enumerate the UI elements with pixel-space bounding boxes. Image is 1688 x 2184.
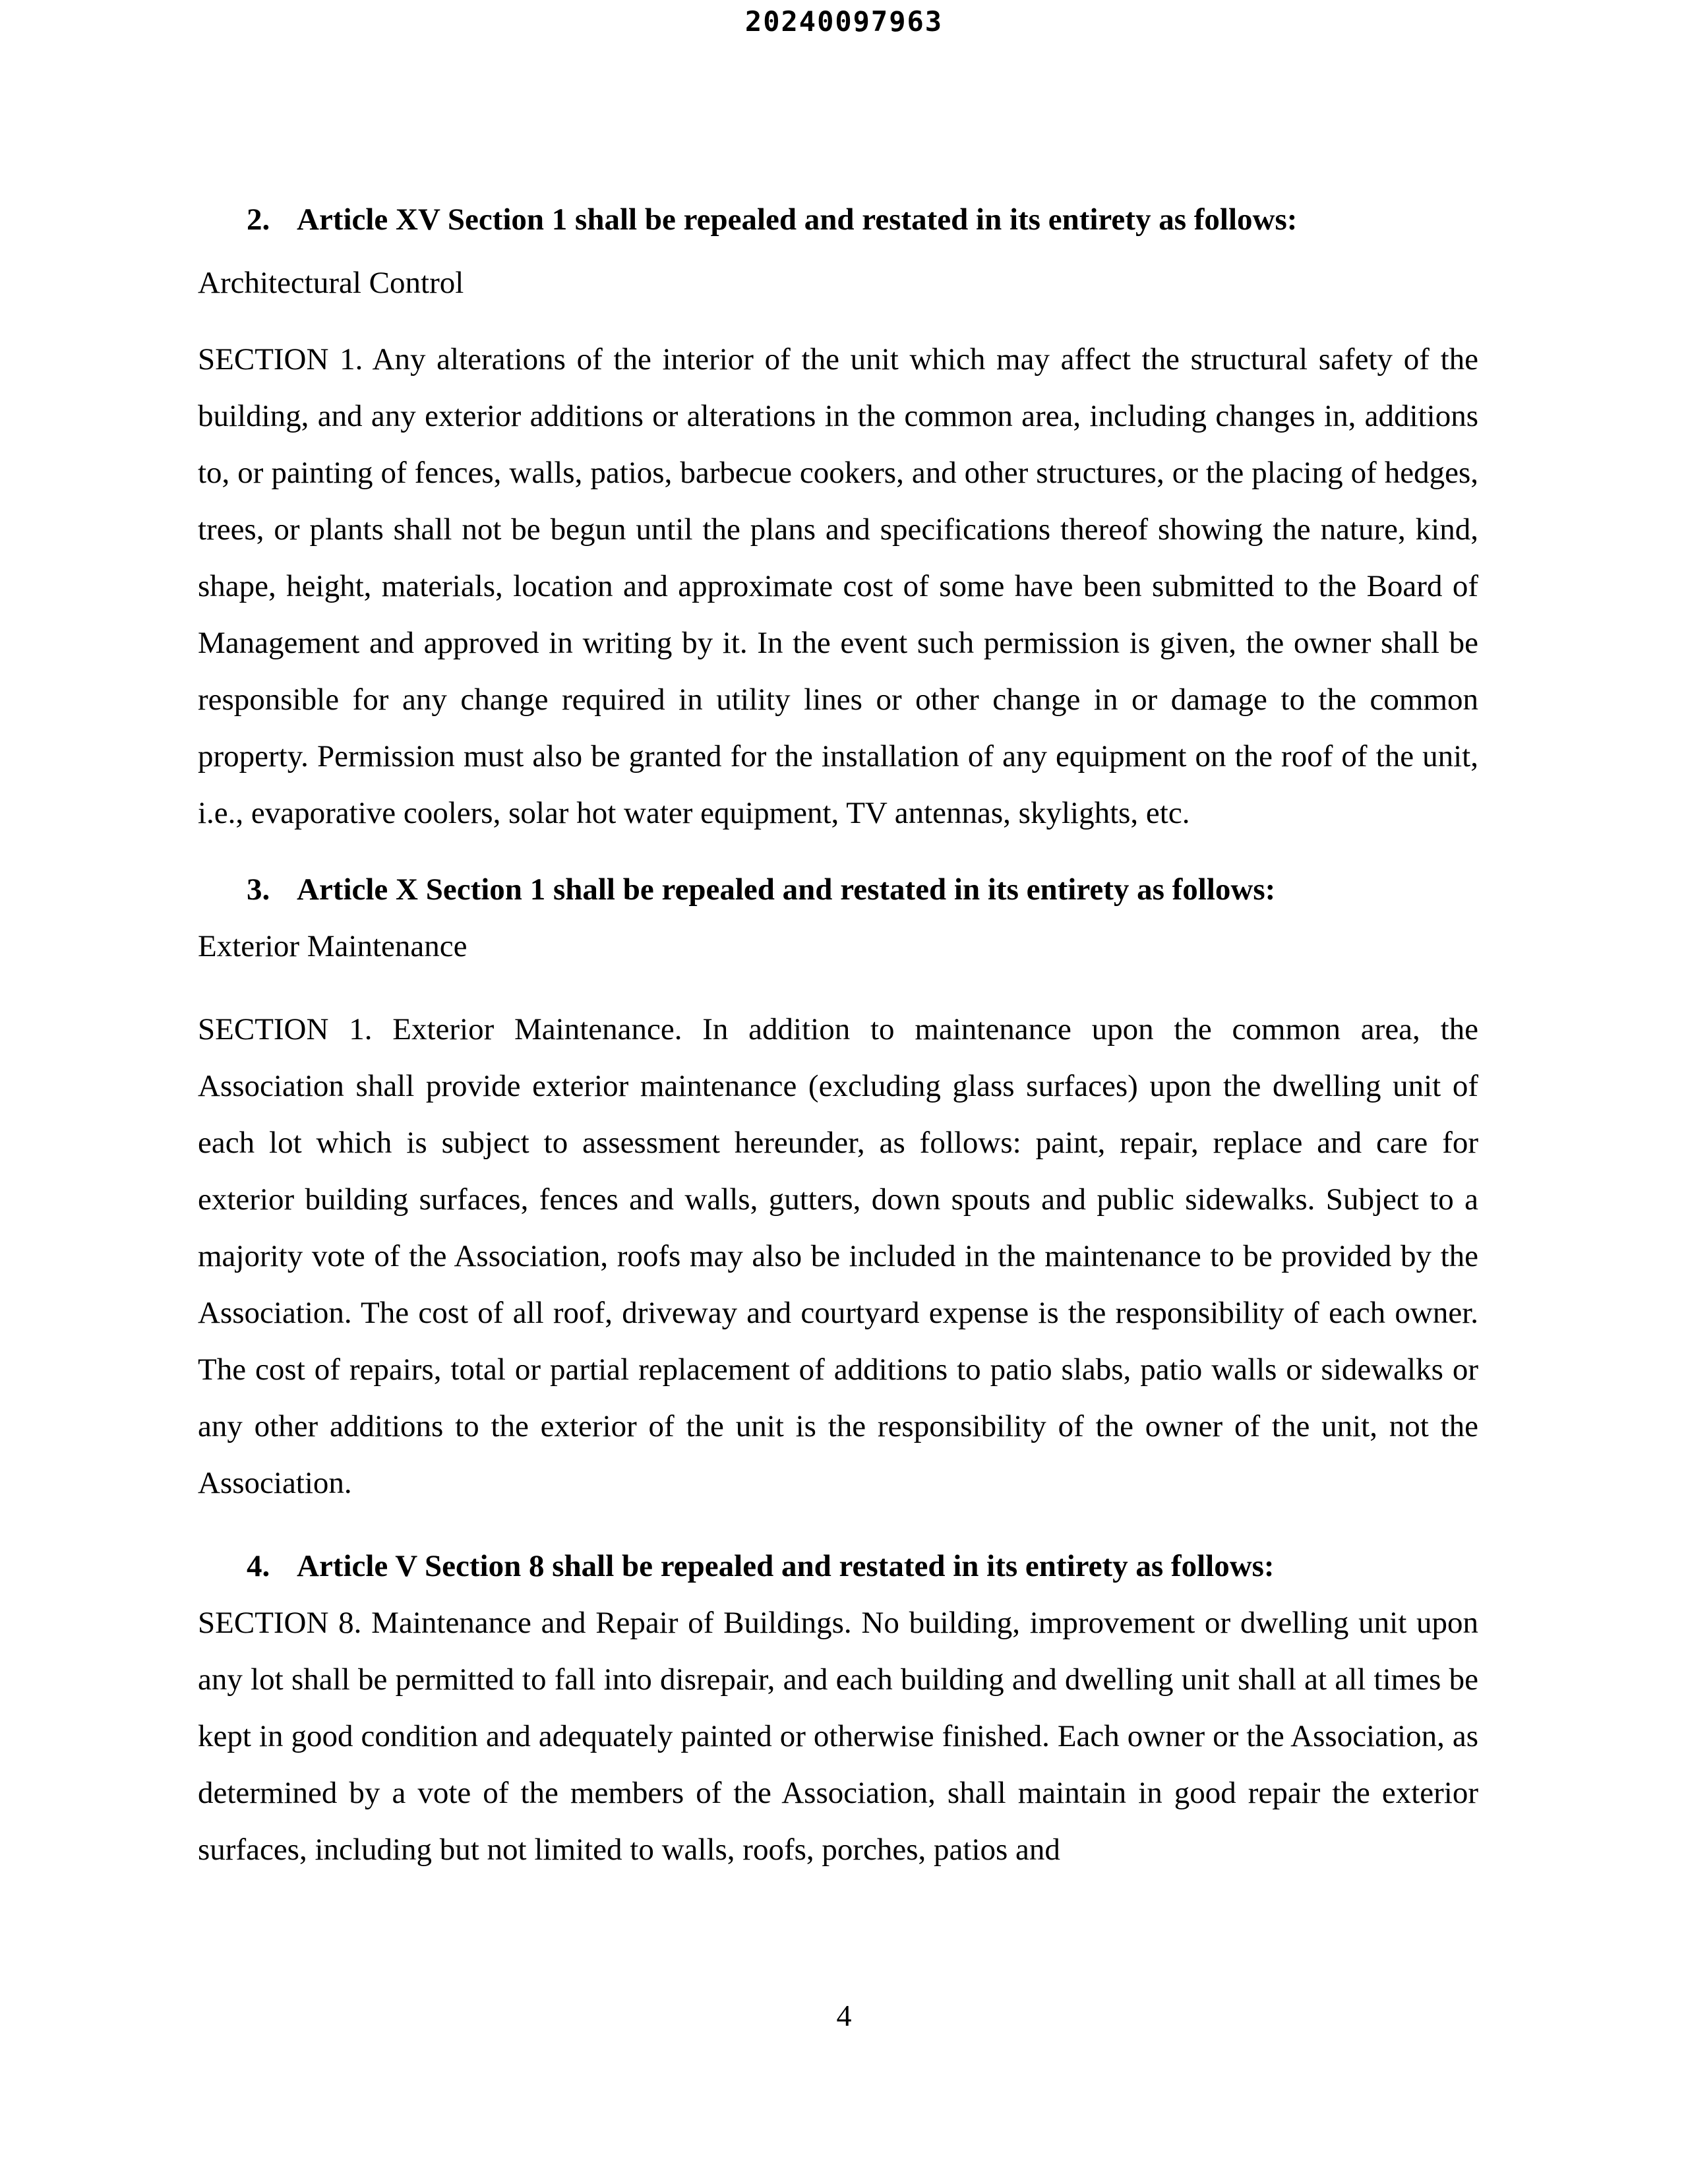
item-subtitle: Architectural Control (198, 266, 464, 300)
section-text: Exterior Maintenance. In addition to maintenance upon the common area, the Association shall provide exterior maintenance (excluding glass surfaces) upon the dwelling unit of each lot which is subject to assessment hereunder, as follows: paint, repair, replace and care for exterior building surfaces, fences and walls, gutters, down spouts and public sidewalks. Subject to a majority vote of the Association, roofs may also be included in the maintenance to be provided by the Association. The cost of all roof, driveway and courtyard expense is the responsibility of each owner. The cost of repairs, total or partial replacement of additions to patio slabs, patio walls or sidewalks or any other additions to the exterior of the unit is the responsibility of the owner of the unit, not the Association. (198, 1012, 1478, 1500)
item-heading (247, 1538, 1478, 1594)
document-number: 20240097963 (744, 5, 944, 38)
section-label: SECTION 1. (198, 1012, 373, 1046)
page-number: 4 (836, 1999, 852, 2032)
item-subtitle: Exterior Maintenance (198, 929, 467, 963)
section-paragraph (198, 1001, 1478, 1511)
item-heading-text: Article XV Section 1 shall be repealed and restated in its entirety as follows: (297, 202, 1298, 237)
section-paragraph (198, 331, 1478, 841)
item-number: 3. (247, 872, 270, 907)
page-content (198, 191, 1478, 1878)
section-text: Any alterations of the interior of the unit which may affect the structural safety of the building, and any exterior additions or alterations in the common area, including changes in, additions to, or painting of fences, walls, patios, barbecue cookers, and other structures, or the placing of hedges, trees, or plants shall not be begun until the plans and specifications thereof showing the nature, kind, shape, height, materials, location and approximate cost of some have been submitted to the Board of Management and approved in writing by it. In the event such permission is given, the owner shall be responsible for any change required in utility lines or other change in or damage to the common property. Permission must also be granted for the installation of any equipment on the roof of the unit, i.e., evaporative coolers, solar hot water equipment, TV antennas, skylights, etc. (198, 342, 1478, 830)
item-heading-text: Article X Section 1 shall be repealed and restated in its entirety as follows: (297, 872, 1276, 907)
item-heading-text: Article V Section 8 shall be repealed and restated in its entirety as follows: (297, 1549, 1275, 1583)
item-number: 4. (247, 1549, 270, 1583)
item-heading (247, 861, 1478, 918)
section-label: SECTION 8. (198, 1606, 362, 1640)
item-number: 2. (247, 202, 270, 237)
section-text: Maintenance and Repair of Buildings. No building, improvement or dwelling unit upon any lot shall be permitted to fall into disrepair, and each building and dwelling unit shall at all times be kept in good condition and adequately painted or otherwise finished. Each owner or the Association, as determined by a vote of the members of the Association, shall maintain in good repair the exterior surfaces, including but not limited to walls, roofs, porches, patios and (198, 1606, 1478, 1867)
section-label: SECTION 1. (198, 342, 363, 377)
item-heading (247, 191, 1478, 248)
section-paragraph (198, 1594, 1478, 1878)
